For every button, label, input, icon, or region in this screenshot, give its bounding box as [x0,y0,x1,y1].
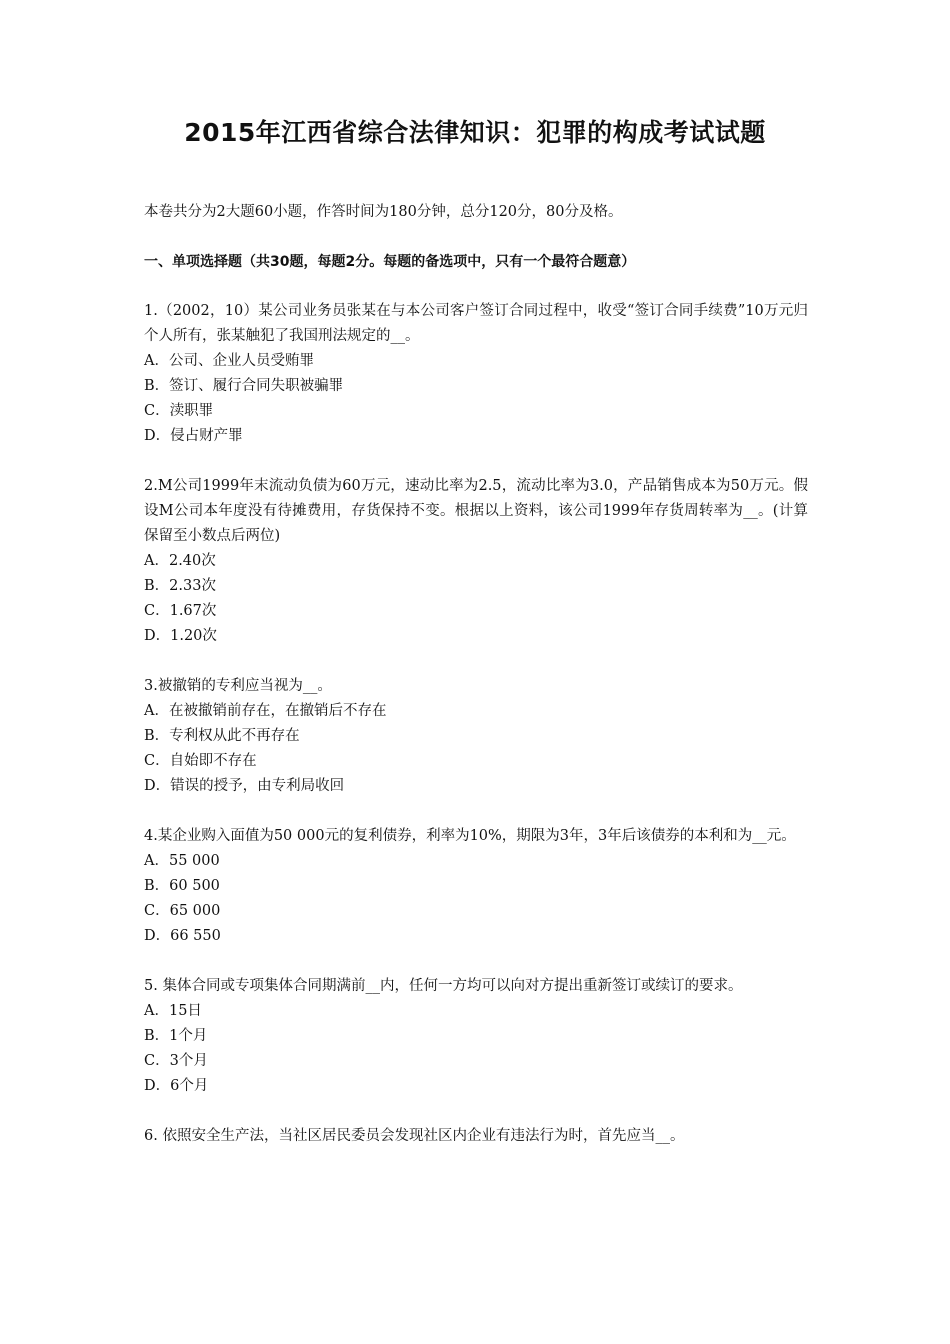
question-3 [144,674,808,799]
question-stem: 2.M公司1999年末流动负债为60万元，速动比率为2.5，流动比率为3.0，产品销售成本为50万元。假设M公司本年度没有待摊费用，存货保持不变。根据以上资料，该公司1999年存货周转率为__。(计算保留至小数点后两位) [144,478,808,544]
document-title: 2015年江西省综合法律知识：犯罪的构成考试试题 [184,118,766,147]
option-c: C．渎职罪 [144,403,214,419]
question-stem: 6. 依照安全生产法，当社区居民委员会发现社区内企业有违法行为时，首先应当__。 [144,1128,685,1144]
option-b: B．60 500 [144,878,220,894]
option-c: C．1.67次 [144,603,217,619]
question-1 [144,299,808,449]
option-d: D．错误的授予，由专利局收回 [144,778,345,794]
section-heading: 一、单项选择题（共30题，每题2分。每题的备选项中，只有一个最符合题意） [144,254,636,270]
question-stem: 1.（2002，10）某公司业务员张某在与本公司客户签订合同过程中，收受“签订合同手续费”10万元归个人所有，张某触犯了我国刑法规定的__。 [144,303,808,344]
question-list [144,299,808,1174]
option-b: B．1个月 [144,1028,208,1044]
option-a: A．2.40次 [144,553,216,569]
option-d: D．6个月 [144,1078,209,1094]
option-d: D．侵占财产罪 [144,428,243,444]
option-a: A．公司、企业人员受贿罪 [144,353,314,369]
option-b: B．专利权从此不再存在 [144,728,300,744]
option-a: A．在被撤销前存在，在撤销后不存在 [144,703,387,719]
option-b: B．签订、履行合同失职被骗罪 [144,378,344,394]
question-stem: 5. 集体合同或专项集体合同期满前__内，任何一方均可以向对方提出重新签订或续订的要求。 [144,978,743,994]
option-d: D．66 550 [144,928,221,944]
option-a: A．15日 [144,1003,202,1019]
option-c: C．65 000 [144,903,221,919]
option-b: B．2.33次 [144,578,216,594]
question-4 [144,824,808,949]
question-stem: 4.某企业购入面值为50 000元的复利债券，利率为10%，期限为3年，3年后该债券的本利和为__元。 [144,828,796,844]
exam-intro: 本卷共分为2大题60小题，作答时间为180分钟，总分120分，80分及格。 [144,204,623,220]
question-2 [144,474,808,649]
question-stem: 3.被撤销的专利应当视为__。 [144,678,332,694]
question-6 [144,1124,808,1149]
option-c: C．3个月 [144,1053,208,1069]
option-c: C．自始即不存在 [144,753,257,769]
option-d: D．1.20次 [144,628,217,644]
option-a: A．55 000 [144,853,220,869]
question-5 [144,974,808,1099]
